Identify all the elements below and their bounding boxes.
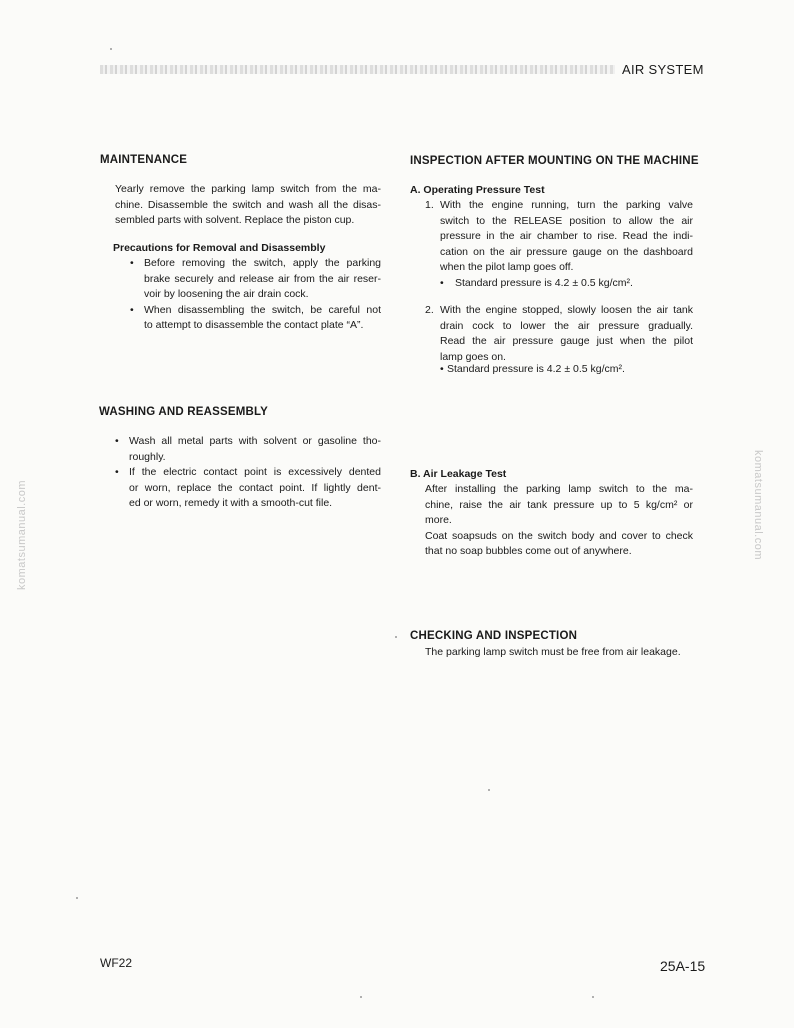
maintenance-heading: MAINTENANCE	[100, 154, 188, 166]
header-rule	[100, 65, 615, 74]
precautions-list	[130, 256, 381, 334]
scan-speck	[395, 636, 397, 638]
precautions-heading: Precautions for Removal and Disassembly	[113, 242, 326, 254]
scan-speck	[360, 996, 362, 998]
inspection-heading: INSPECTION AFTER MOUNTING ON THE MACHINE	[410, 155, 699, 167]
page-number: 25A-15	[660, 958, 706, 974]
bullet-icon: •	[115, 435, 119, 447]
bullet-icon: •	[440, 277, 444, 289]
watermark-left: komatsumanual.com	[16, 480, 28, 590]
item-1-text: With the engine running, turn the parking valve switch to the RELEASE position to allow the air pressure in the air chamber to rise. Read the indi- cation on the air pressure gauge on the dashboard when the pilot lamp goes off.	[440, 199, 693, 274]
list-item: • When disassembling the switch, be careful not to attempt to disassemble the contact plate “A”.	[130, 303, 381, 332]
list-item: • Before removing the switch, apply the parking brake securely and release air from the air reser- voir by loosening the air drain cock.	[130, 257, 381, 301]
checking-text: The parking lamp switch must be free from air leakage.	[425, 646, 681, 658]
washing-heading: WASHING AND REASSEMBLY	[99, 406, 269, 418]
scan-speck	[76, 897, 78, 899]
bullet-icon: •	[130, 257, 134, 269]
footer-model: WF22	[100, 956, 133, 970]
bullet-icon: •	[115, 466, 119, 479]
section-header-title: AIR SYSTEM	[622, 62, 704, 77]
bullet-icon: •	[130, 303, 134, 316]
washing-list	[115, 434, 381, 512]
scan-speck	[110, 48, 112, 50]
air-leakage-text: After installing the parking lamp switch to the ma- chine, raise the air tank pressure up to 5 kg/cm² or more. Coat soapsuds on the switch body and cover to check that no soap bubbles come out of anywhere.	[425, 483, 693, 558]
scan-speck	[592, 996, 594, 998]
scan-speck	[488, 789, 490, 791]
bullet-icon: •	[440, 363, 444, 375]
list-item: • If the electric contact point is excessively dented or worn, replace the contact point. If lightly dent- ed or worn, remedy it with a smooth-cut file.	[115, 466, 381, 510]
watermark-right: komatsumanual.com	[752, 450, 764, 560]
item-1-number: 1.	[425, 199, 434, 211]
standard-pressure-2: Standard pressure is 4.2 ± 0.5 kg/cm².	[447, 363, 625, 375]
item-2-number: 2.	[425, 304, 434, 316]
air-leakage-heading: B. Air Leakage Test	[410, 468, 507, 480]
operating-pressure-heading: A. Operating Pressure Test	[410, 184, 545, 196]
item-2-text: With the engine stopped, slowly loosen the air tank drain cock to lower the air pressure gradually. Read the air pressure gauge just when the pilot lamp goes on.	[440, 304, 693, 363]
list-item: • Wash all metal parts with solvent or gasoline tho- roughly.	[115, 435, 381, 463]
checking-heading: CHECKING AND INSPECTION	[410, 630, 578, 642]
maintenance-intro: Yearly remove the parking lamp switch from the ma- chine. Disassemble the switch and wash all the disas- sembled parts with solvent. Replace the piston cup.	[115, 183, 381, 227]
standard-pressure-1: Standard pressure is 4.2 ± 0.5 kg/cm².	[455, 277, 633, 289]
